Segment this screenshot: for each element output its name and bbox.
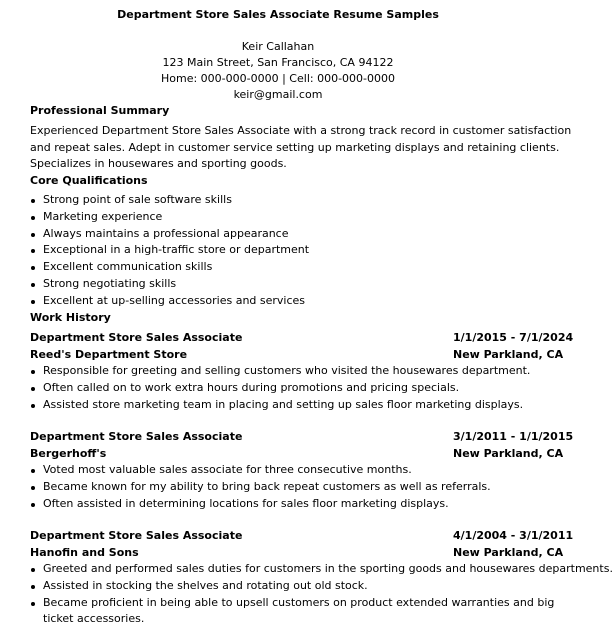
work-heading: Work History [30, 311, 111, 324]
list-item: Assisted in stocking the shelves and rotating out old stock. [30, 578, 590, 595]
list-item: Voted most valuable sales associate for three consecutive months. [30, 462, 590, 479]
job-bullets [30, 462, 590, 512]
document-title: Department Store Sales Associate Resume Samples [117, 8, 439, 21]
job-company: Hanofin and Sons [30, 546, 139, 559]
job-title: Department Store Sales Associate [30, 430, 243, 443]
summary-text: Experienced Department Store Sales Associate with a strong track record in customer satisfaction and repeat sales. Adept in customer service setting up marketing displays and retaining clients. Specializes in housewares and sporting goods. [30, 124, 572, 171]
job-entry [30, 527, 613, 628]
list-item: Strong point of sale software skills [30, 192, 590, 209]
list-item: Became proficient in being able to upsell customers on product extended warranties and big ticket accessories. [30, 595, 583, 628]
list-item: Exceptional in a high-traffic store or department [30, 242, 590, 259]
job-company: Reed's Department Store [30, 348, 188, 361]
contact-name: Keir Callahan [241, 40, 315, 53]
job-bullets [30, 363, 590, 413]
contact-phones: Home: 000-000-0000 | Cell: 000-000-0000 [161, 72, 395, 85]
job-location: New Parkland, CA [453, 348, 564, 361]
job-entry [30, 428, 586, 512]
job-bullets [30, 561, 613, 628]
list-item: Excellent at up-selling accessories and services [30, 293, 590, 310]
job-title: Department Store Sales Associate [30, 529, 243, 542]
list-item: Marketing experience [30, 209, 590, 226]
list-item: Often assisted in determining locations for sales floor marketing displays. [30, 496, 590, 513]
job-dates: 4/1/2004 - 3/1/2011 [453, 529, 574, 542]
list-item: Greeted and performed sales duties for customers in the sporting goods and housewares departments. [30, 561, 590, 578]
summary-heading: Professional Summary [30, 104, 170, 117]
contact-address: 123 Main Street, San Francisco, CA 94122 [162, 56, 394, 69]
list-item: Strong negotiating skills [30, 276, 590, 293]
job-location: New Parkland, CA [453, 447, 564, 460]
contact-email: keir@gmail.com [233, 88, 323, 101]
list-item: Became known for my ability to bring back repeat customers as well as referrals. [30, 479, 590, 496]
list-item: Always maintains a professional appearance [30, 226, 590, 243]
list-item: Responsible for greeting and selling customers who visited the housewares department. [30, 363, 590, 380]
list-item: Excellent communication skills [30, 259, 590, 276]
job-entry [30, 329, 586, 413]
job-dates: 1/1/2015 - 7/1/2024 [453, 331, 574, 344]
contact-block [0, 39, 586, 103]
job-company: Bergerhoff's [30, 447, 107, 460]
qualifications-list [30, 192, 590, 310]
list-item: Assisted store marketing team in placing and setting up sales floor marketing displays. [30, 397, 590, 414]
job-title: Department Store Sales Associate [30, 331, 243, 344]
list-item: Often called on to work extra hours during promotions and pricing specials. [30, 380, 590, 397]
job-location: New Parkland, CA [453, 546, 564, 559]
job-dates: 3/1/2011 - 1/1/2015 [453, 430, 574, 443]
qualifications-heading: Core Qualifications [30, 174, 148, 187]
